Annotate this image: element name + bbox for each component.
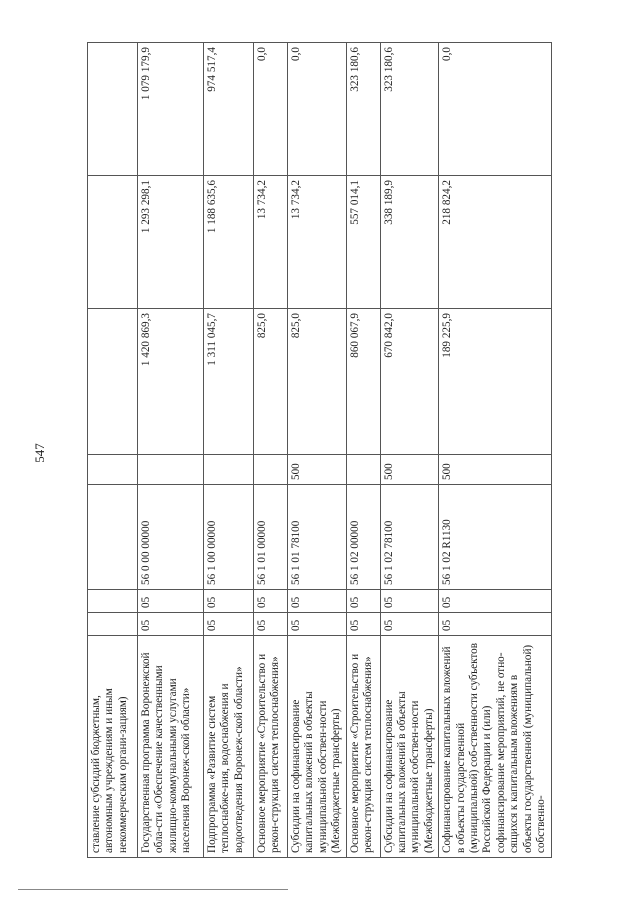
row-amount-year-1: 1 311 045,7 — [204, 309, 254, 455]
row-target-code: 56 1 02 00000 — [346, 485, 380, 590]
table-row — [380, 43, 439, 858]
row-name: Основное мероприятие «Строительство и рекон-струкция систем теплоснабжения» — [254, 636, 288, 858]
budget-table-body — [88, 43, 552, 858]
row-expense-type — [254, 455, 288, 485]
row-amount-year-3: 0,0 — [254, 43, 288, 176]
row-expense-type — [138, 455, 204, 485]
row-target-code: 56 0 00 00000 — [138, 485, 204, 590]
table-row — [88, 43, 138, 858]
row-amount-year-2: 1 188 635,6 — [204, 176, 254, 309]
table-row — [439, 43, 551, 858]
row-expense-type — [88, 455, 138, 485]
row-subsection: 05 — [439, 590, 551, 613]
row-amount-year-3: 974 517,4 — [204, 43, 254, 176]
row-amount-year-3: 1 079 179,9 — [138, 43, 204, 176]
row-amount-year-3: 0,0 — [288, 43, 347, 176]
row-expense-type: 500 — [288, 455, 347, 485]
footer-divider — [18, 889, 288, 890]
row-expense-type — [204, 455, 254, 485]
row-amount-year-2: 557 014,1 — [346, 176, 380, 309]
row-section: 05 — [204, 613, 254, 636]
row-name: Софинансирование капитальных вложений в объекты государственной (муниципальной) соб-ственности субъектов Российской Федерации и (или) софинансирование мероприятий, не отно-сящихся к капитальным вложениям в объекты государственной (муниципальной) собственно- — [439, 636, 551, 858]
row-amount-year-3 — [88, 43, 138, 176]
row-name: Субсидии на софинансирование капитальных вложений в объекты муниципальной собствен-ности (Межбюджетные трансферты) — [380, 636, 439, 858]
row-target-code — [88, 485, 138, 590]
row-subsection: 05 — [346, 590, 380, 613]
row-section: 05 — [346, 613, 380, 636]
row-amount-year-2: 1 293 298,1 — [138, 176, 204, 309]
row-section: 05 — [288, 613, 347, 636]
row-name: Субсидии на софинансирование капитальных вложений в объекты муниципальной собствен-ности (Межбюджетные трансферты) — [288, 636, 347, 858]
row-amount-year-1 — [88, 309, 138, 455]
row-amount-year-1: 825,0 — [254, 309, 288, 455]
row-section: 05 — [439, 613, 551, 636]
row-name: Основное мероприятие «Строительство и рекон-струкция систем теплоснабжения» — [346, 636, 380, 858]
row-subsection — [88, 590, 138, 613]
row-target-code: 56 1 01 78100 — [288, 485, 347, 590]
page-number: 547 — [32, 443, 47, 463]
table-row — [288, 43, 347, 858]
row-amount-year-1: 860 067,9 — [346, 309, 380, 455]
row-subsection: 05 — [138, 590, 204, 613]
table-row — [138, 43, 204, 858]
row-amount-year-2: 218 824,2 — [439, 176, 551, 309]
row-name: Подпрограмма «Развитие систем теплоснабже-ния, водоснабжения и водоотведения Воронеж-ской области» — [204, 636, 254, 858]
table-row — [254, 43, 288, 858]
row-expense-type: 500 — [439, 455, 551, 485]
row-subsection: 05 — [204, 590, 254, 613]
row-name: Государственная программа Воронежской обла-сти «Обеспечение качественными жилищно-коммунальными услугами населения Воронеж-ской области» — [138, 636, 204, 858]
row-name: ставление субсидий бюджетным, автономным учреждениям и иным некоммерческим органи-зациям) — [88, 636, 138, 858]
table-row — [346, 43, 380, 858]
row-section: 05 — [380, 613, 439, 636]
row-subsection: 05 — [380, 590, 439, 613]
row-target-code: 56 1 00 00000 — [204, 485, 254, 590]
row-amount-year-2: 13 734,2 — [288, 176, 347, 309]
budget-table — [87, 42, 552, 858]
row-section: 05 — [254, 613, 288, 636]
row-expense-type: 500 — [380, 455, 439, 485]
row-amount-year-3: 0,0 — [439, 43, 551, 176]
row-amount-year-2: 13 734,2 — [254, 176, 288, 309]
row-amount-year-1: 825,0 — [288, 309, 347, 455]
row-target-code: 56 1 02 R1130 — [439, 485, 551, 590]
row-amount-year-2 — [88, 176, 138, 309]
row-amount-year-3: 323 180,6 — [346, 43, 380, 176]
row-target-code: 56 1 02 78100 — [380, 485, 439, 590]
row-section: 05 — [138, 613, 204, 636]
row-amount-year-1: 670 842,0 — [380, 309, 439, 455]
row-subsection: 05 — [254, 590, 288, 613]
row-amount-year-1: 1 420 869,3 — [138, 309, 204, 455]
row-amount-year-1: 189 225,9 — [439, 309, 551, 455]
row-expense-type — [346, 455, 380, 485]
row-amount-year-2: 338 189,9 — [380, 176, 439, 309]
budget-table-container — [87, 43, 548, 858]
row-target-code: 56 1 01 00000 — [254, 485, 288, 590]
row-subsection: 05 — [288, 590, 347, 613]
row-amount-year-3: 323 180,6 — [380, 43, 439, 176]
table-row — [204, 43, 254, 858]
row-section — [88, 613, 138, 636]
